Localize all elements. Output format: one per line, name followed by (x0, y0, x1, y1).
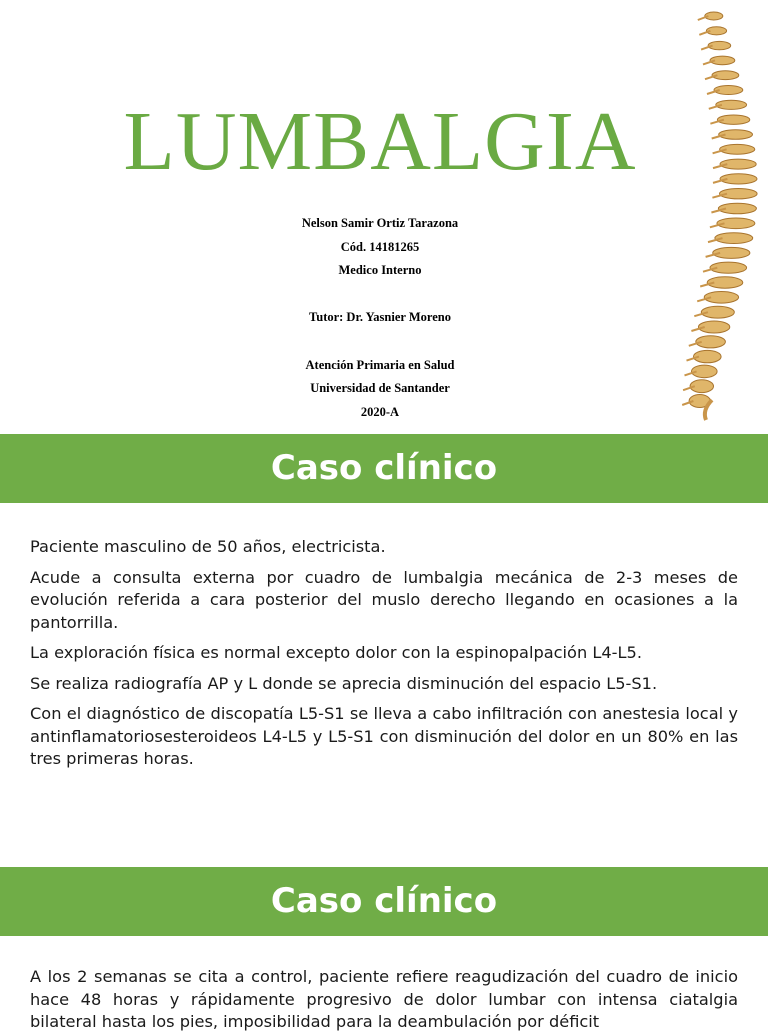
program-name: Atención Primaria en Salud (305, 357, 455, 372)
author-name: Nelson Samir Ortiz Tarazona (301, 216, 459, 230)
tutor-name: Tutor: Dr. Yasnier Moreno (309, 310, 451, 325)
case-paragraph: Paciente masculino de 50 años, electricista. (30, 537, 386, 556)
student-code: Cód. 14181265 (340, 239, 420, 254)
author-block (230, 212, 530, 424)
case-text (30, 536, 738, 779)
case-paragraph: Con el diagnóstico de discopatía L5-S1 se lleva a cabo infiltración con anestesia local y antinflamatoriosesteroideos L4-L5 y L5-S1 con disminución del dolor en un 80% en las tres primeras horas. (30, 704, 738, 768)
section-heading-bar: Caso clínico (0, 434, 768, 503)
university-name: Universidad de Santander (310, 381, 450, 396)
case-paragraph: A los 2 semanas se cita a control, paciente refiere reagudización del cuadro de inicio hace 48 horas y rápidamente progresivo de dolor lumbar con intensa ciatalgia bilateral hasta los pies, imposibilidad para la deambulación por déficit (30, 967, 738, 1031)
case-paragraph: Se realiza radiografía AP y L donde se aprecia disminución del espacio L5-S1. (30, 673, 658, 693)
case-text-continued (30, 966, 738, 1034)
author-role: Medico Interno (338, 263, 422, 278)
title-slide (0, 0, 768, 432)
case-paragraph: La exploración física es normal excepto dolor con la espinopalpación L4-L5. (30, 643, 642, 662)
case-paragraph: Acude a consulta externa por cuadro de lumbalgia mecánica de 2-3 meses de evolución referida a cara posterior del muslo derecho llegando en ocasiones a la pantorrilla. (30, 567, 738, 632)
academic-period: 2020-A (360, 404, 400, 419)
spine-illustration (672, 8, 768, 422)
slide-title: LUMBALGIA (123, 95, 637, 188)
section-heading-bar: Caso clínico (0, 867, 768, 936)
